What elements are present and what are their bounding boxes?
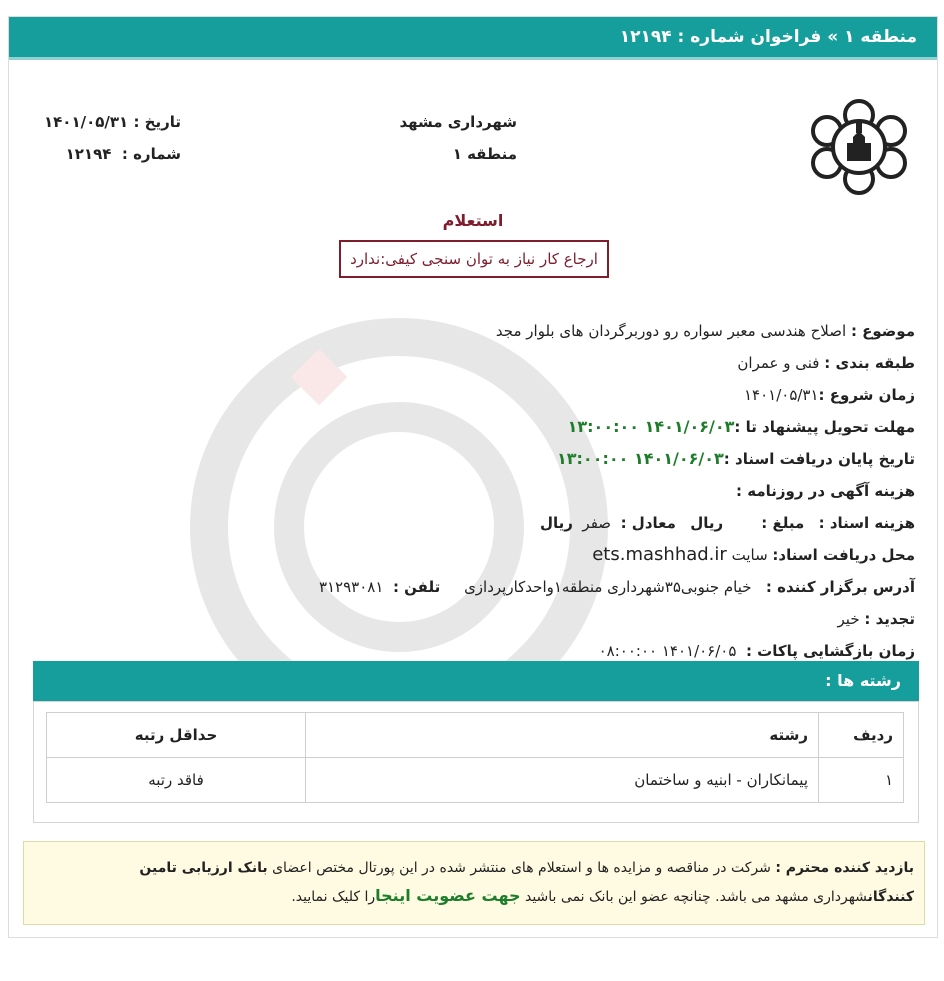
subject-label: موضوع : bbox=[850, 322, 915, 340]
top-title-bar bbox=[9, 17, 937, 60]
details-list bbox=[319, 317, 915, 669]
equal-label: معادل : bbox=[620, 514, 676, 532]
phone-label: تلفن : bbox=[392, 578, 441, 596]
number-row bbox=[44, 145, 181, 177]
deadline-row bbox=[319, 413, 915, 445]
mashhad-municipality-logo-icon bbox=[809, 97, 909, 197]
fields-section-title: رشته ها : bbox=[825, 671, 901, 690]
address-value: خیام جنوبی۳۵شهرداری منطقه۱واحدکارپردازی bbox=[464, 578, 752, 596]
date-row bbox=[44, 113, 181, 145]
doc-end-row bbox=[319, 445, 915, 477]
start-label: زمان شروع : bbox=[818, 386, 915, 404]
phone-value: ۳۱۲۹۳۰۸۱ bbox=[318, 578, 384, 596]
organization-block bbox=[399, 113, 517, 177]
fields-table-wrapper bbox=[33, 701, 919, 823]
fields-table bbox=[46, 712, 904, 803]
doc-title: استعلام bbox=[442, 211, 504, 230]
place-label: محل دریافت اسناد: bbox=[772, 546, 915, 564]
referral-note-box: ارجاع کار نیاز به توان سنجی کیفی:ندارد bbox=[339, 240, 609, 278]
start-row bbox=[319, 381, 915, 413]
row-index: ۱ bbox=[819, 758, 904, 803]
date-label: تاریخ : bbox=[133, 113, 182, 131]
start-value: ۱۴۰۱/۰۵/۳۱ bbox=[743, 386, 819, 404]
number-value: ۱۲۱۹۴ bbox=[65, 145, 112, 163]
notice-bank: بانک ارزیابی تامین کنندگان bbox=[139, 860, 914, 905]
place-prefix: سایت bbox=[731, 546, 768, 564]
header-field: رشته bbox=[306, 713, 819, 758]
date-number-block bbox=[44, 113, 181, 177]
opening-value: ۱۴۰۱/۰۶/۰۵ ۰۸:۰۰:۰۰ bbox=[598, 642, 737, 660]
doc-end-value: ۱۴۰۱/۰۶/۰۳ ۱۳:۰۰:۰۰ bbox=[557, 449, 724, 468]
header-index: ردیف bbox=[819, 713, 904, 758]
equal-currency: ریال bbox=[539, 514, 573, 532]
page-frame bbox=[8, 16, 938, 938]
address-row bbox=[319, 573, 915, 605]
number-label: شماره : bbox=[121, 145, 182, 163]
row-field: پیمانکاران - ابنیه و ساختمان bbox=[306, 758, 819, 803]
place-site-link[interactable]: ets.mashhad.ir bbox=[592, 544, 727, 565]
table-row bbox=[47, 758, 904, 803]
category-label: طبقه بندی : bbox=[824, 354, 915, 372]
category-row bbox=[319, 349, 915, 381]
membership-notice bbox=[23, 841, 925, 925]
table-header-row bbox=[47, 713, 904, 758]
ad-cost-label: هزینه آگهی در روزنامه : bbox=[736, 482, 915, 500]
place-row bbox=[319, 541, 915, 573]
subject-row bbox=[319, 317, 915, 349]
amount-currency: ریال bbox=[690, 514, 724, 532]
notice-lead: بازدید کننده محترم : bbox=[775, 860, 914, 876]
category-value: فنی و عمران bbox=[737, 354, 820, 372]
fields-section-bar bbox=[33, 661, 919, 704]
deadline-label: مهلت تحویل پیشنهاد تا : bbox=[734, 418, 915, 436]
opening-label: زمان بازگشایی پاکات : bbox=[745, 642, 915, 660]
date-value: ۱۴۰۱/۰۵/۳۱ bbox=[44, 113, 129, 131]
notice-text-3: را کلیک نمایید. bbox=[291, 889, 376, 905]
membership-link[interactable]: جهت عضویت اینجا bbox=[375, 886, 521, 905]
address-label: آدرس برگزار کننده : bbox=[765, 578, 915, 596]
deadline-value: ۱۴۰۱/۰۶/۰۳ ۱۳:۰۰:۰۰ bbox=[567, 417, 735, 436]
announcement-title: منطقه ۱ » فراخوان شماره : ۱۲۱۹۴ bbox=[619, 27, 917, 47]
header-min-grade: حداقل رتبه bbox=[47, 713, 306, 758]
doc-cost-label: هزینه اسناد : bbox=[818, 514, 915, 532]
org-region: منطقه ۱ bbox=[452, 145, 517, 163]
doc-end-label: تاریخ پایان دریافت اسناد : bbox=[723, 450, 915, 468]
renew-value: خیر bbox=[837, 610, 860, 628]
subject-value: اصلاح هندسی معبر سواره رو دوربرگردان های بلوار مجد bbox=[495, 322, 847, 340]
notice-text-2: شهرداری مشهد می باشد. چنانچه عضو این بانک نمی باشید bbox=[524, 889, 868, 905]
amount-label: مبلغ : bbox=[761, 514, 805, 532]
equal-value: صفر bbox=[582, 514, 612, 532]
ad-cost-row bbox=[319, 477, 915, 509]
renew-row bbox=[319, 605, 915, 637]
org-name: شهرداری مشهد bbox=[399, 113, 517, 131]
notice-text-1: شرکت در مناقصه و مزایده ها و استعلام های منتشر شده در این پورتال مختص اعضای bbox=[272, 860, 771, 876]
row-min-grade: فاقد رتبه bbox=[47, 758, 306, 803]
doc-cost-row bbox=[319, 509, 915, 541]
renew-label: تجدید : bbox=[864, 610, 915, 628]
